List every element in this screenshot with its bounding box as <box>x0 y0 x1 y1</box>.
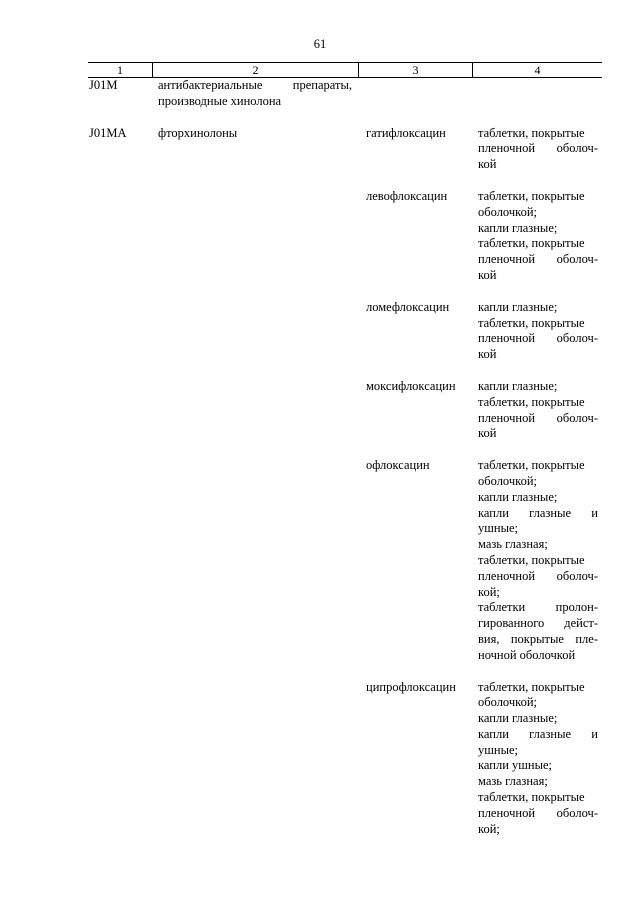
dosage-form-line: кой <box>478 157 497 172</box>
group-name <box>152 78 358 110</box>
drug-name-text: гатифлоксацин <box>366 125 446 140</box>
table-body <box>88 78 602 837</box>
header-col-3: 3 <box>358 63 472 77</box>
dosage-form-line: пленочной оболоч- <box>478 141 598 156</box>
dosage-form-line: гированного дейст- <box>478 616 598 631</box>
group-name <box>152 126 358 173</box>
dosage-form-line: капли глазные; <box>478 711 558 726</box>
drug-table <box>88 62 602 837</box>
dosage-form-line: пленочной оболоч- <box>478 410 598 425</box>
dosage-form-line: капли глазные; <box>478 299 558 314</box>
dosage-form-line: вия, покрытые пле- <box>478 631 598 646</box>
dosage-form-line: оболочкой; <box>478 473 537 488</box>
dosage-form-line: пленочной оболоч- <box>478 252 598 267</box>
dosage-form-line: таблетки, покрытые <box>478 315 585 330</box>
dosage-form-line: оболочкой; <box>478 695 537 710</box>
dosage-form-line: ушные; <box>478 521 518 536</box>
dosage-forms <box>472 680 602 838</box>
dosage-form-line: капли глазные; <box>478 489 558 504</box>
dosage-form-line: кой <box>478 267 497 282</box>
atc-code <box>88 126 152 173</box>
drug-name-text: моксифлоксацин <box>366 378 456 393</box>
atc-code <box>88 458 152 663</box>
table-row <box>88 78 602 126</box>
dosage-forms <box>472 458 602 663</box>
dosage-forms <box>472 379 602 442</box>
drug-name <box>358 300 472 363</box>
table-row <box>88 458 602 679</box>
drug-name-text: ломефлоксацин <box>366 299 450 314</box>
dosage-form-line: ночной оболочкой <box>478 647 576 662</box>
group-name <box>152 379 358 442</box>
group-name <box>152 300 358 363</box>
page-number: 61 <box>313 37 327 51</box>
table-row <box>88 126 602 189</box>
drug-name-text: ципрофлоксацин <box>366 679 456 694</box>
drug-name <box>358 126 472 173</box>
dosage-form-line: таблетки пролон- <box>478 600 598 615</box>
drug-name <box>358 458 472 663</box>
dosage-form-line: таблетки, покрытые <box>478 679 585 694</box>
dosage-form-line: пленочной оболоч- <box>478 331 598 346</box>
dosage-form-line: таблетки, покрытые <box>478 125 585 140</box>
drug-name-text: левофлоксацин <box>366 188 448 203</box>
dosage-form-line: капли глазные и <box>478 726 598 741</box>
group-name-line: антибактериальные препараты, <box>158 78 352 92</box>
dosage-form-line: ушные; <box>478 742 518 757</box>
header-col-1: 1 <box>117 63 123 77</box>
dosage-form-line: мазь глазная; <box>478 774 548 789</box>
atc-code <box>88 680 152 838</box>
table-row <box>88 300 602 379</box>
drug-name <box>358 680 472 838</box>
atc-code <box>88 379 152 442</box>
atc-code <box>88 300 152 363</box>
drug-name <box>358 189 472 284</box>
dosage-form-line: кой <box>478 347 497 362</box>
dosage-form-line: таблетки, покрытые <box>478 458 585 473</box>
drug-name <box>358 379 472 442</box>
table-row <box>88 379 602 458</box>
atc-code <box>88 78 152 110</box>
table-header <box>88 62 602 78</box>
group-name <box>152 189 358 284</box>
dosage-form-line: кой; <box>478 584 500 599</box>
dosage-form-line: пленочной оболоч- <box>478 568 598 583</box>
dosage-form-line: таблетки, покрытые <box>478 790 585 805</box>
dosage-forms <box>472 189 602 284</box>
atc-code-text: J01MA <box>89 125 127 140</box>
header-col-2: 2 <box>152 63 358 77</box>
dosage-forms <box>472 300 602 363</box>
dosage-forms <box>472 126 602 173</box>
dosage-forms <box>472 78 602 110</box>
dosage-form-line: капли глазные; <box>478 378 558 393</box>
header-col-4: 4 <box>472 63 602 77</box>
dosage-form-line: таблетки, покрытые <box>478 394 585 409</box>
dosage-form-line: оболочкой; <box>478 204 537 219</box>
dosage-form-line: капли глазные; <box>478 220 558 235</box>
group-name <box>152 458 358 663</box>
group-name-line: фторхинолоны <box>158 125 238 140</box>
dosage-form-line: кой; <box>478 821 500 836</box>
dosage-form-line: капли ушные; <box>478 758 552 773</box>
dosage-form-line: мазь глазная; <box>478 537 548 552</box>
group-name-line: производные хинолона <box>158 93 282 108</box>
atc-code <box>88 189 152 284</box>
dosage-form-line: кой <box>478 426 497 441</box>
table-row <box>88 189 602 300</box>
dosage-form-line: таблетки, покрытые <box>478 552 585 567</box>
drug-name-text: офлоксацин <box>366 458 430 473</box>
dosage-form-line: таблетки, покрытые <box>478 236 585 251</box>
group-name <box>152 680 358 838</box>
dosage-form-line: пленочной оболоч- <box>478 805 598 820</box>
dosage-form-line: капли глазные и <box>478 505 598 520</box>
drug-name <box>358 78 472 110</box>
dosage-form-line: таблетки, покрытые <box>478 188 585 203</box>
atc-code-text: J01M <box>89 78 118 92</box>
table-row <box>88 680 602 838</box>
